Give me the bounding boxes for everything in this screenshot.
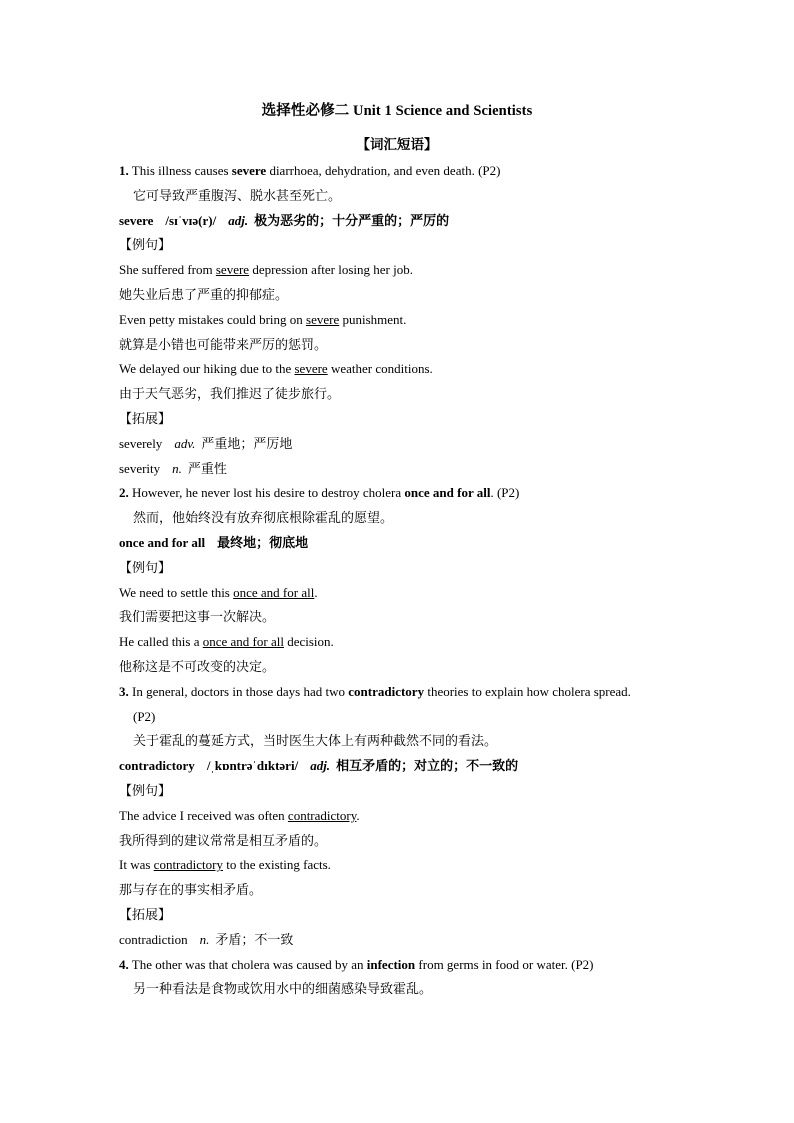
item-2-definition bbox=[119, 531, 689, 556]
sentence-text: In general, doctors in those days had two bbox=[128, 683, 349, 699]
example-en: We delayed our hiking due to the severe weather conditions. bbox=[119, 361, 433, 377]
item-1-definition bbox=[119, 209, 689, 234]
part-of-speech: n. bbox=[199, 931, 210, 947]
sentence-text: This illness causes bbox=[128, 163, 232, 178]
part-of-speech: adj. bbox=[228, 212, 249, 228]
item-number: 2. bbox=[119, 485, 129, 501]
page-title: 选择性必修二 Unit 1 Science and Scientists bbox=[261, 103, 533, 119]
underlined-key: severe bbox=[294, 361, 328, 377]
sentence-text: . (P2) bbox=[490, 485, 520, 501]
example-en: He called this a once and for all decision. bbox=[119, 634, 334, 650]
example-en: Even petty mistakes could bring on severe punishment. bbox=[119, 311, 407, 327]
key-word: once and for all bbox=[404, 485, 491, 501]
extension-label: 【拓展】 bbox=[119, 410, 172, 426]
key-word: severe bbox=[231, 163, 267, 178]
sentence-text: The other was that cholera was caused by an bbox=[128, 956, 367, 972]
examples-label: 【例句】 bbox=[119, 559, 172, 575]
sentence-text: diarrhoea, dehydration, and even death. (P2) bbox=[266, 163, 501, 178]
item-3-sentence bbox=[119, 680, 689, 705]
entry-word: severely bbox=[119, 435, 163, 451]
underlined-key: contradictory bbox=[287, 807, 357, 823]
example-zh: 她失业后患了严重的抑郁症。 bbox=[119, 286, 289, 302]
example-zh: 就算是小错也可能带来严厉的惩罚。 bbox=[119, 336, 328, 352]
item-1-translation: 它可导致严重腹泻、脱水甚至死亡。 bbox=[133, 187, 342, 203]
part-of-speech: n. bbox=[172, 460, 182, 476]
underlined-key: once and for all bbox=[233, 584, 315, 600]
item-3-translation: 关于霍乱的蔓延方式，当时医生大体上有两种截然不同的看法。 bbox=[133, 733, 498, 749]
item-number: 3. bbox=[119, 683, 129, 699]
example-zh: 他称这是不可改变的决定。 bbox=[119, 658, 276, 674]
example-en: We need to settle this once and for all. bbox=[119, 584, 318, 600]
item-2-translation: 然而，他始终没有放弃彻底根除霍乱的愿望。 bbox=[133, 510, 394, 526]
entry-word: contradiction bbox=[119, 931, 188, 947]
vocabulary-content bbox=[119, 159, 689, 1002]
item-number: 1. bbox=[119, 163, 129, 178]
meaning: 矛盾；不一致 bbox=[215, 931, 294, 947]
meaning: 极为恶劣的；十分严重的；严厉的 bbox=[254, 212, 450, 228]
example-en: It was contradictory to the existing facts. bbox=[119, 857, 331, 873]
example-zh: 我所得到的建议常常是相互矛盾的。 bbox=[119, 832, 328, 848]
extension-entry bbox=[119, 432, 689, 457]
underlined-key: once and for all bbox=[202, 634, 284, 650]
underlined-key: contradictory bbox=[153, 857, 223, 873]
section-heading: 【词汇短语】 bbox=[356, 137, 438, 152]
meaning: 最终地；彻底地 bbox=[217, 534, 309, 550]
item-4-translation: 另一种看法是食物或饮用水中的细菌感染导致霍乱。 bbox=[133, 981, 433, 997]
example-zh: 由于天气恶劣，我们推迟了徒步旅行。 bbox=[119, 386, 341, 402]
entry-word: severe bbox=[119, 212, 154, 228]
entry-word: severity bbox=[119, 460, 161, 476]
item-number: 4. bbox=[119, 956, 129, 972]
item-2-sentence bbox=[119, 481, 689, 506]
example-zh: 那与存在的事实相矛盾。 bbox=[119, 882, 263, 898]
phonetic: /sɪˈvɪə(r)/ bbox=[165, 212, 217, 228]
underlined-key: severe bbox=[306, 311, 340, 327]
meaning: 严重性 bbox=[187, 460, 227, 476]
extension-entry bbox=[119, 457, 689, 482]
example-en: She suffered from severe depression after losing her job. bbox=[119, 262, 413, 278]
key-word: infection bbox=[366, 956, 416, 972]
item-1-sentence bbox=[119, 159, 689, 184]
part-of-speech: adv. bbox=[174, 435, 196, 451]
meaning: 相互矛盾的；对立的；不一致的 bbox=[336, 758, 519, 774]
item-3-definition bbox=[119, 754, 689, 779]
item-4-sentence bbox=[119, 953, 689, 978]
underlined-key: severe bbox=[215, 262, 250, 278]
example-zh: 我们需要把这事一次解决。 bbox=[119, 609, 276, 625]
extension-entry bbox=[119, 928, 689, 953]
key-word: contradictory bbox=[348, 683, 425, 699]
examples-label: 【例句】 bbox=[119, 782, 172, 798]
item-3-sentence-cont: (P2) bbox=[133, 708, 156, 724]
phonetic: /ˌkɒntrəˈdɪktəri/ bbox=[206, 758, 299, 774]
entry-word: once and for all bbox=[119, 534, 206, 550]
extension-label: 【拓展】 bbox=[119, 906, 172, 922]
entry-word: contradictory bbox=[119, 758, 195, 774]
sentence-text: However, he never lost his desire to destroy cholera bbox=[128, 485, 405, 501]
part-of-speech: adj. bbox=[310, 758, 331, 774]
examples-label: 【例句】 bbox=[119, 237, 172, 253]
sentence-text: theories to explain how cholera spread. bbox=[424, 683, 631, 699]
example-en: The advice I received was often contradictory. bbox=[119, 807, 360, 823]
sentence-text: from germs in food or water. (P2) bbox=[415, 956, 594, 972]
meaning: 严重地；严厉地 bbox=[201, 435, 293, 451]
